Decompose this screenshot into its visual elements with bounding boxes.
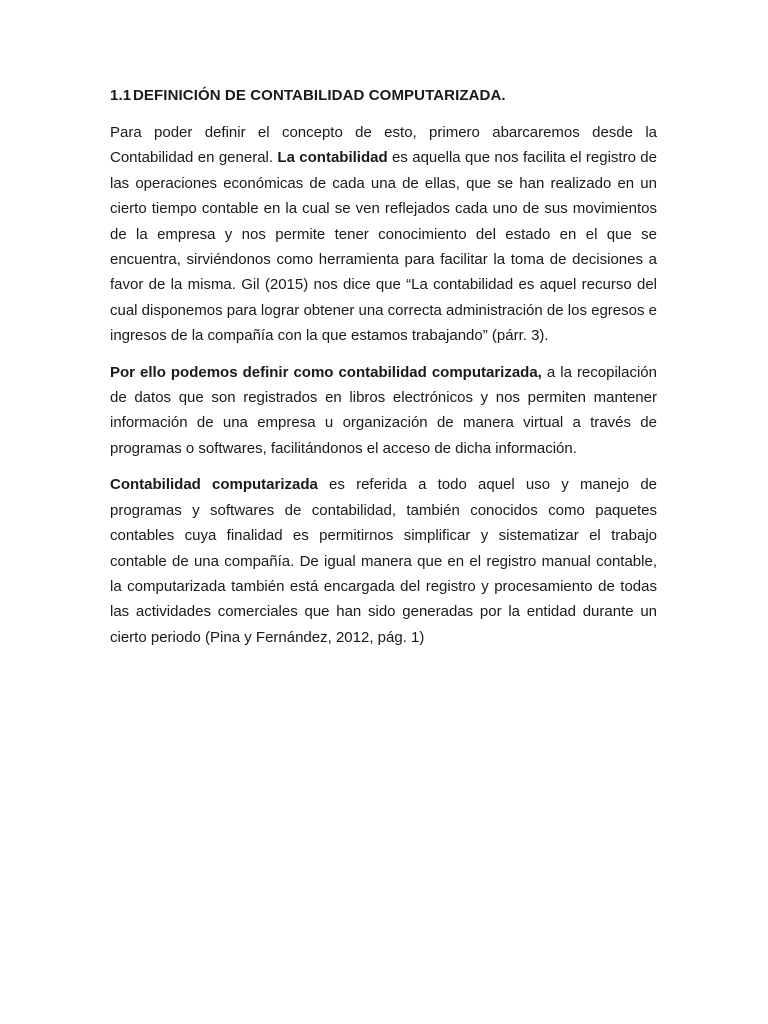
section-title: DEFINICIÓN DE CONTABILIDAD COMPUTARIZADA. [133, 87, 506, 104]
paragraph-text: Para poder definir el concepto de esto, primero abarcaremos desde la Contabilidad en general. [110, 124, 657, 167]
bold-term: Por ello podemos definir como contabilidad computarizada, [110, 363, 542, 381]
section-number: 1.1 [110, 87, 132, 104]
paragraph-text: a la recopilación de datos que son registrados en libros electrónicos y nos permiten mantener información de una empresa u organización de manera virtual a través de programas o softwares, facilitándonos el acceso de dicha información. [110, 363, 657, 457]
paragraph-contabilidad-general [110, 120, 657, 349]
paragraph-contabilidad-computarizada [110, 472, 657, 650]
paragraph-text: es aquella que nos facilita el registro de las operaciones económicas de cada una de ellas, que se han realizado en un cierto tiempo contable en la cual se ven reflejados cada uno de sus movimientos de la empresa y nos permite tener conocimiento del estado en el que se encuentra, sirviéndonos como herramienta para facilitar la toma de decisiones a favor de la misma. Gil (2015) nos dice que “La contabilidad es aquel recurso del cual disponemos para lograr obtener una correcta administración de los egresos e ingresos de la compañía con la que estamos trabajando” (párr. 3). [110, 149, 657, 345]
paragraph-definicion [110, 360, 657, 462]
bold-term: Contabilidad computarizada [110, 476, 318, 494]
section-heading [110, 84, 657, 108]
document-page [110, 84, 657, 661]
paragraph-text: es referida a todo aquel uso y manejo de programas y softwares de contabilidad, también conocidos como paquetes contables cuya finalidad es permitirnos simplificar y sistematizar el trabajo contable de una compañía. De igual manera que en el registro manual contable, la computarizada también está encargada del registro y procesamiento de todas las actividades comerciales que han sido generadas por la entidad durante un cierto periodo (Pina y Fernández, 2012, pág. 1) [110, 476, 658, 646]
bold-term: La contabilidad [277, 149, 388, 167]
